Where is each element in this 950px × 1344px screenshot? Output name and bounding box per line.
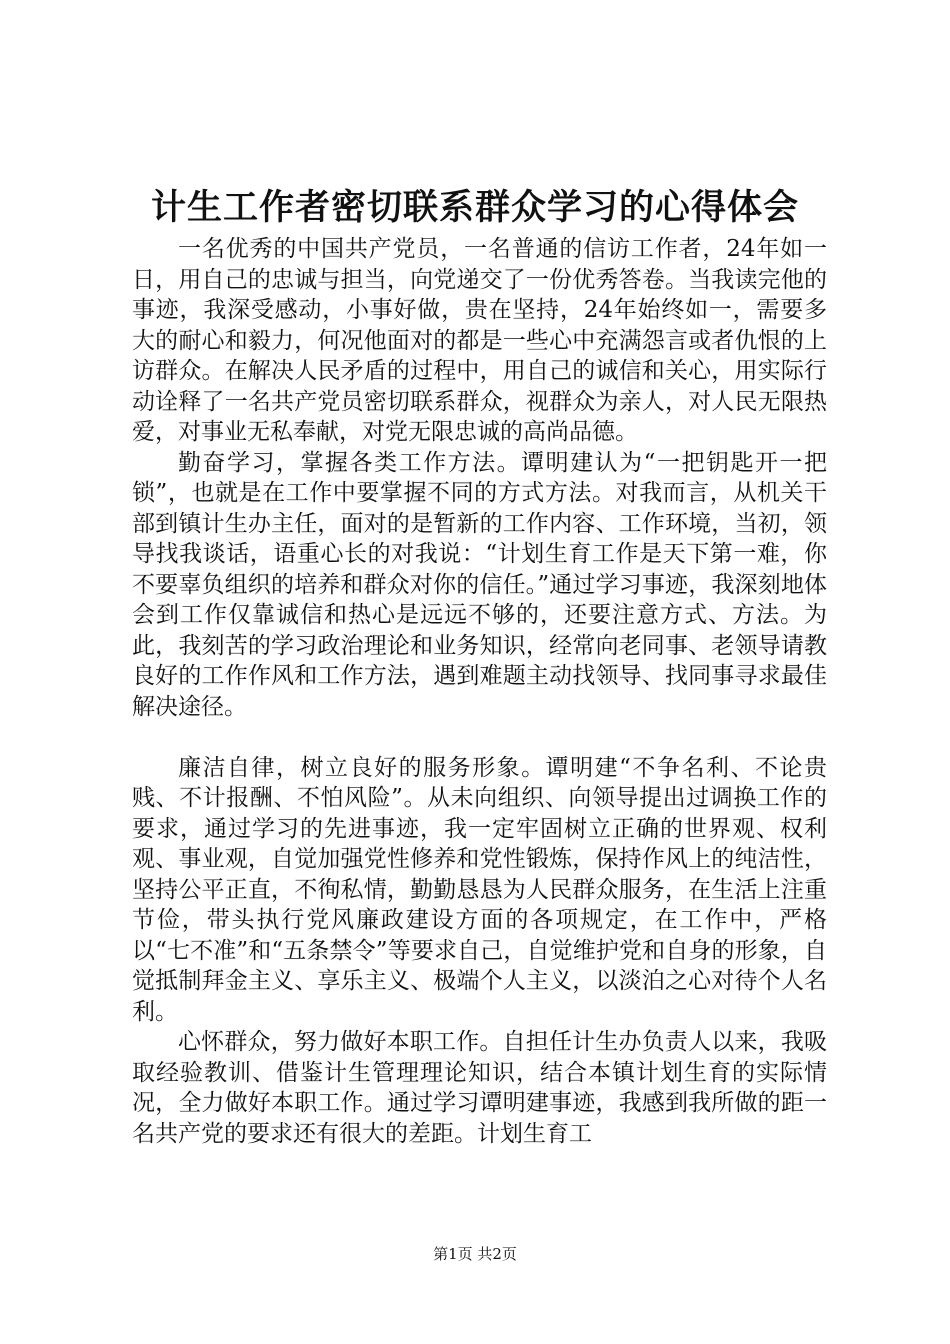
document-body [132, 234, 827, 1149]
paragraph-2: 勤奋学习，掌握各类工作方法。谭明建认为“一把钥匙开一把锁”，也就是在工作中要掌握不同的方式方法。对我而言，从机关干部到镇计生办主任，面对的是暂新的工作内容、工作环境，当初，领导找我谈话，语重心长的对我说：“计划生育工作是天下第一难，你不要辜负组织的培养和群众对你的信任。”通过学习事迹，我深刻地体会到工作仅靠诚信和热心是远远不够的，还要注意方式、方法。为此，我刻苦的学习政治理论和业务知识，经常向老同事、老领导请教良好的工作作风和工作方法，遇到难题主动找领导、找同事寻求最佳解决途径。 [132, 449, 827, 720]
paragraph-3: 廉洁自律，树立良好的服务形象。谭明建“不争名利、不论贵贱、不计报酬、不怕风险”。从未向组织、向领导提出过调换工作的要求，通过学习的先进事迹，我一定牢固树立正确的世界观、权利观、事业观，自觉加强党性修养和党性锻炼，保持作风上的纯洁性，坚持公平正直，不徇私情，勤勤恳恳为人民群众服务，在生活上注重节俭，带头执行党风廉政建设方面的各项规定，在工作中，严格以“七不准”和“五条禁令”等要求自己，自觉维护党和自身的形象，自觉抵制拜金主义、享乐主义、极端个人主义，以淡泊之心对待个人名利。 [132, 754, 827, 1025]
document-title: 计生工作者密切联系群众学习的心得体会 [150, 187, 799, 228]
page-number-footer: 第1页 共2页 [433, 1245, 517, 1263]
paragraph-1: 一名优秀的中国共产党员，一名普通的信访工作者，24年如一日，用自己的忠诚与担当，向党递交了一份优秀答卷。当我读完他的事迹，我深受感动，小事好做，贵在坚持，24年始终如一，需要多大的耐心和毅力，何况他面对的都是一些心中充满怨言或者仇恨的上访群众。在解决人民矛盾的过程中，用自己的诚信和关心，用实际行动诠释了一名共产党员密切联系群众，视群众为亲人，对人民无限热爱，对事业无私奉献，对党无限忠诚的高尚品德。 [132, 236, 827, 445]
paragraph-4: 心怀群众，努力做好本职工作。自担任计生办负责人以来，我吸取经验教训、借鉴计生管理理论知识，结合本镇计划生育的实际情况，全力做好本职工作。通过学习谭明建事迹，我感到我所做的距一名共产党的要求还有很大的差距。计划生育工 [132, 1029, 827, 1147]
